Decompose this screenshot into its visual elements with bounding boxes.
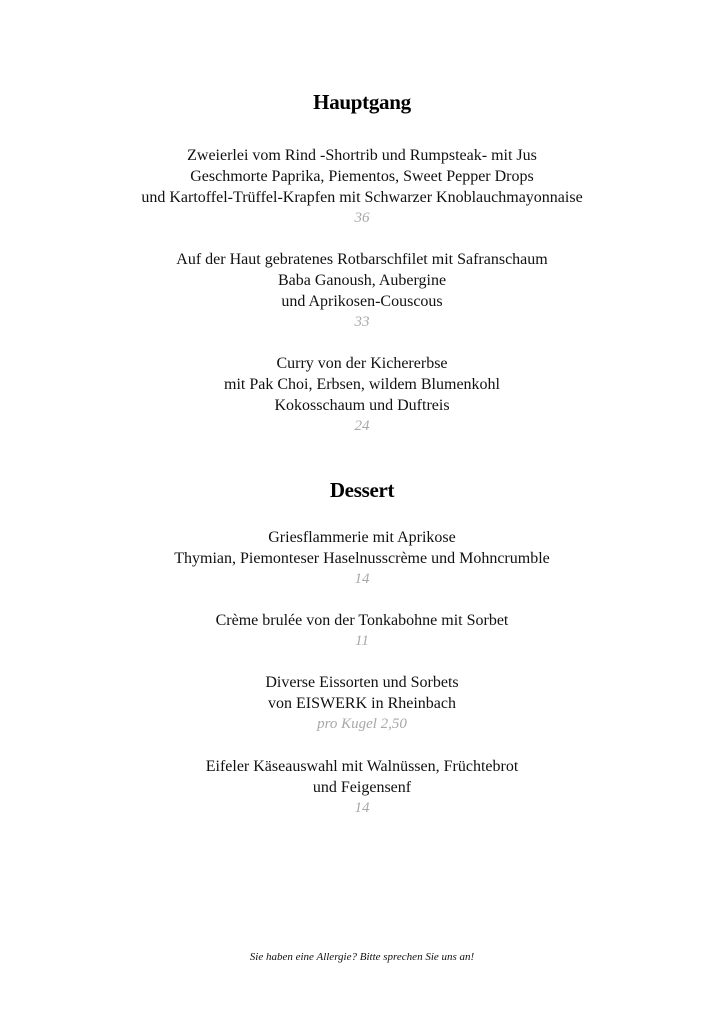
dish-line: Diverse Eissorten und Sorbets bbox=[265, 674, 459, 691]
dish-line: Baba Ganoush, Aubergine bbox=[277, 272, 447, 289]
dish-line: und Feigensenf bbox=[312, 779, 412, 796]
dish-line: Eifeler Käseauswahl mit Walnüssen, Früchtebrot bbox=[205, 758, 519, 775]
dish-price: 14 bbox=[354, 571, 370, 587]
dish-line: Geschmorte Paprika, Piementos, Sweet Pepper Drops bbox=[190, 168, 534, 185]
dish-line: und Aprikosen-Couscous bbox=[281, 293, 443, 310]
dish-price: 33 bbox=[354, 314, 370, 330]
dish-price: 24 bbox=[354, 418, 370, 434]
dish-line: Griesflammerie mit Aprikose bbox=[268, 529, 456, 546]
dish-price: 11 bbox=[355, 633, 369, 649]
dish-line: Curry von der Kichererbse bbox=[276, 355, 448, 372]
section-title-dessert: Dessert bbox=[329, 478, 395, 502]
dish-line: Auf der Haut gebratenes Rotbarschfilet mit Safranschaum bbox=[176, 251, 548, 268]
dish-price: 14 bbox=[354, 800, 370, 816]
dish-line: von EISWERK in Rheinbach bbox=[268, 695, 456, 712]
dish-line: Zweierlei vom Rind -Shortrib und Rumpsteak- mit Jus bbox=[187, 147, 537, 164]
dish-line: und Kartoffel-Trüffel-Krapfen mit Schwarzer Knoblauchmayonnaise bbox=[141, 189, 583, 206]
dish-line: Thymian, Piemonteser Haselnusscrème und Mohncrumble bbox=[174, 550, 550, 567]
allergy-notice: Sie haben eine Allergie? Bitte sprechen Sie uns an! bbox=[249, 951, 475, 963]
dish-line: mit Pak Choi, Erbsen, wildem Blumenkohl bbox=[224, 376, 500, 393]
dish-line: Crème brulée von der Tonkabohne mit Sorbet bbox=[215, 612, 509, 629]
dish-price: pro Kugel 2,50 bbox=[317, 716, 407, 732]
section-title-hauptgang: Hauptgang bbox=[313, 90, 411, 114]
dish-line: Kokosschaum und Duftreis bbox=[274, 397, 450, 414]
dish-price: 36 bbox=[354, 210, 370, 226]
